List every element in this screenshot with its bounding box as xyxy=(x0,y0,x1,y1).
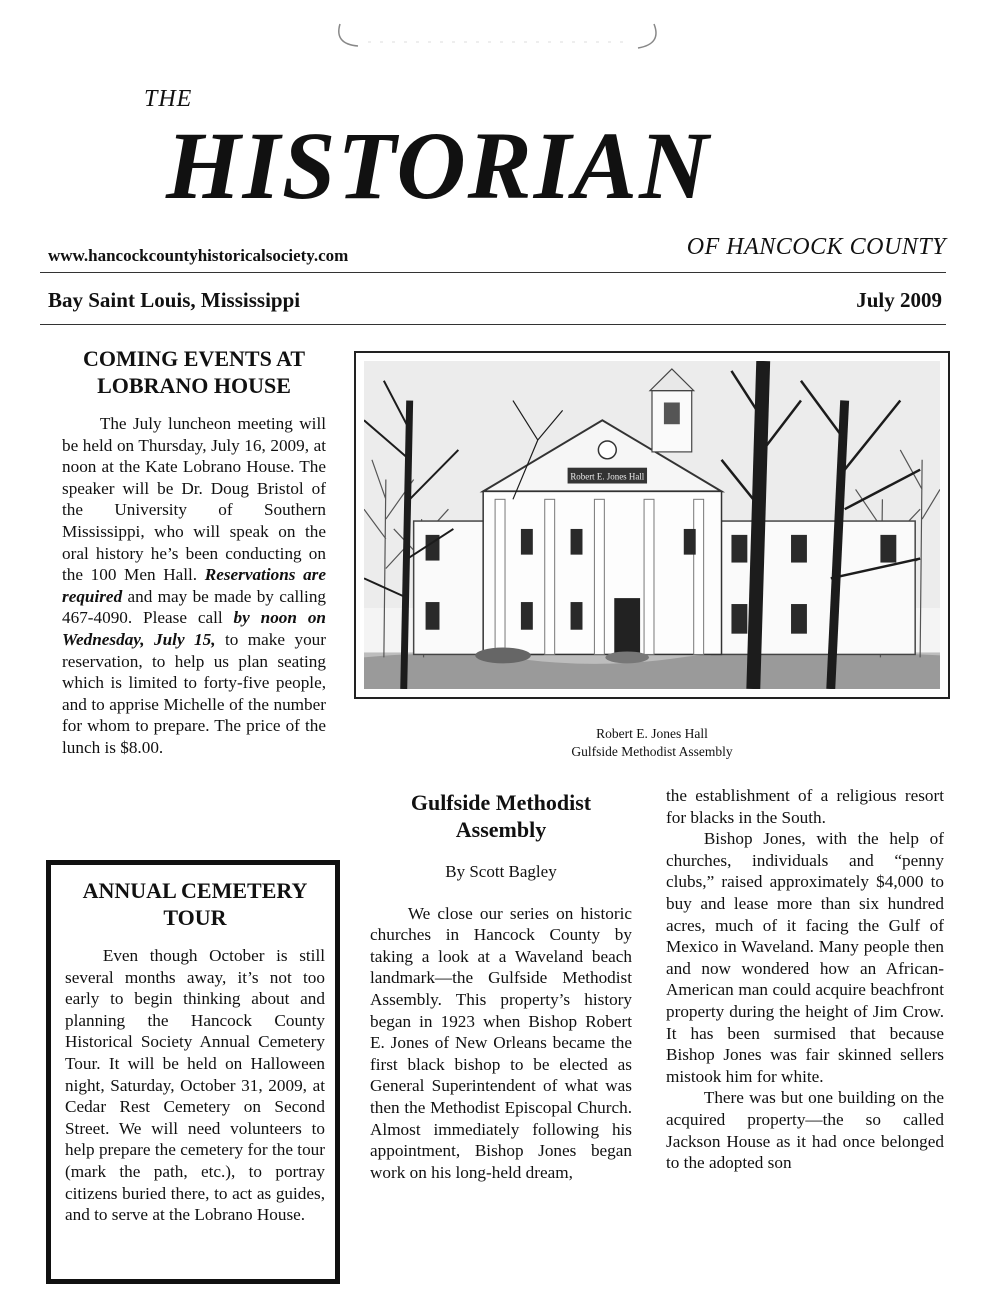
location: Bay Saint Louis, Mississippi xyxy=(48,288,301,312)
hall-sign: Robert E. Jones Hall xyxy=(570,471,645,482)
gulfside-article-continued xyxy=(666,785,944,1174)
coming-events-heading-line2: LOBRANO HOUSE xyxy=(97,373,291,398)
photo-caption xyxy=(354,725,950,761)
photo-caption-line2: Gulfside Methodist Assembly xyxy=(571,744,733,759)
masthead-subtitle: OF HANCOCK COUNTY xyxy=(686,234,946,260)
photo-frame xyxy=(354,351,950,699)
coming-events-heading-line1: COMING EVENTS AT xyxy=(82,346,306,371)
gulfside-heading-line1: Gulfside Methodist xyxy=(410,790,592,815)
gulfside-heading xyxy=(370,789,632,843)
gulfside-paragraph-4: There was but one building on the acquired property—the so called Jackson House as it had once belonged to the adopted son xyxy=(666,1088,944,1173)
header-rule-bottom xyxy=(40,324,946,325)
photo-caption-line1: Robert E. Jones Hall xyxy=(596,726,708,741)
gulfside-article xyxy=(370,789,632,1183)
header-rule-top xyxy=(40,272,946,273)
byline: By Scott Bagley xyxy=(445,862,557,881)
events-deadline: by noon on Wednesday, July 15, xyxy=(62,608,326,649)
website-url: www.hancockcountyhistoricalsociety.com xyxy=(48,246,349,265)
gulfside-heading-line2: Assembly xyxy=(455,817,547,842)
cemetery-tour-heading xyxy=(65,877,325,931)
cemetery-tour-box xyxy=(46,860,340,1284)
events-text-a: The July luncheon meeting will be held on Thursday, July 16, 2009, at noon at the Kate Lobrano House. The speaker will be Dr. Doug Bristol of the University of Southern Mississippi, who will speak on the oral history he’s been conducting on the 100 Men Hall. xyxy=(62,414,326,585)
cemetery-heading-line1: ANNUAL CEMETERY xyxy=(82,878,308,903)
gulfside-paragraph-2: the establishment of a religious resort for blacks in the South. xyxy=(666,786,944,827)
scan-hole-marks xyxy=(318,16,678,56)
gulfside-paragraph-3: Bishop Jones, with the help of churches, individuals and “penny clubs,” raised approximately $4,000 to buy and lease more than six hundred acres, much of it facing the Gulf of Mexico in Waveland. Many people then and now wondered how an African-American man could acquire beachfront property during the height of Jim Crow. It has been surmised that because Bishop Jones was fair skinned sellers mistook him for white. xyxy=(666,829,944,1086)
jones-hall-photo xyxy=(364,361,940,689)
coming-events-heading xyxy=(62,345,326,399)
issue-date: July 2009 xyxy=(856,288,942,312)
events-text-b: and may be made by calling 467-4090. Please call xyxy=(62,586,327,628)
events-reservations-notice: Reservations are required xyxy=(62,565,326,606)
masthead-the: THE xyxy=(144,86,193,112)
cemetery-tour-body: Even though October is still several months away, it’s not too early to begin thinking about and planning the Hancock County Historical Society Annual Cemetery Tour. It will be held on Halloween night, Saturday, October 31, 2009, at Cedar Rest Cemetery on Second Street. We will need volunteers to help prepare the cemetery for the tour (mark the path, etc.), to portray citizens buried there, to act as guides, and to serve at the Lobrano House. xyxy=(65,946,325,1225)
coming-events-paragraph xyxy=(62,413,326,759)
coming-events-article xyxy=(62,345,326,759)
masthead-title: HISTORIAN xyxy=(166,112,711,219)
events-text-c: to make your reservation, to help us plan seating which is limited to forty-five people, and to apprise Michelle of the number for whom to prepare. The price of the lunch is $8.00. xyxy=(62,629,326,757)
cemetery-heading-line2: TOUR xyxy=(163,905,227,930)
gulfside-paragraph-1: We close our series on historic churches in Hancock County by taking a look at a Waveland beach landmark—the Gulfside Methodist Assembly. This property’s history began in 1923 when Bishop Robert E. Jones of New Orleans became the first black bishop to be elected as General Superintendent of what was then the Methodist Episcopal Church. Almost immediately following his appointment, Bishop Jones began work on his long-held dream, xyxy=(370,903,632,1182)
